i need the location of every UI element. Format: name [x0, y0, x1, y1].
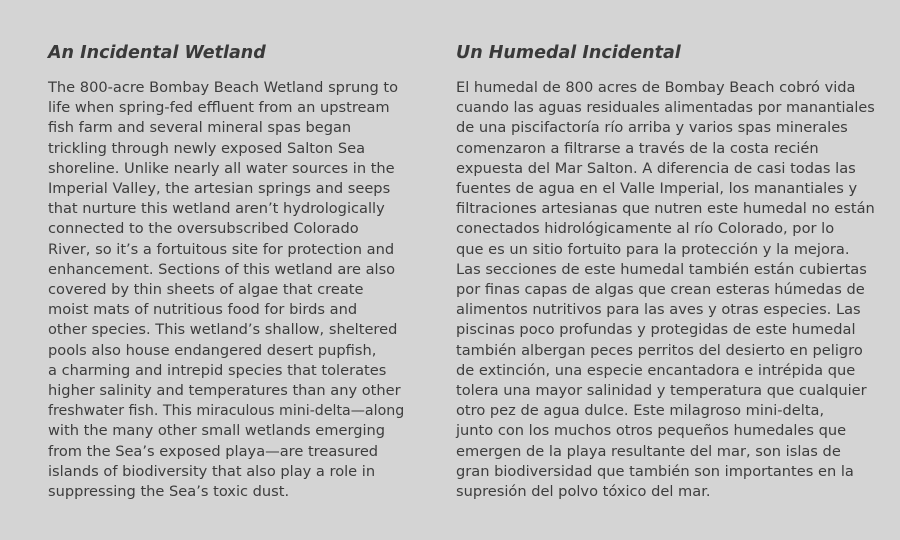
spanish-body [456, 78, 876, 502]
spanish-body-line: filtraciones artesianas que nutren este humedal no están [456, 200, 875, 218]
english-body-line: freshwater fish. This miraculous mini-delta—along [48, 403, 405, 420]
spanish-body-line: Las secciones de este humedal también están cubiertas [456, 260, 867, 278]
spanish-body-line: de una piscifactoría río arriba y varios spas minerales [456, 119, 848, 137]
spanish-body-line: tolera una mayor salinidad y temperatura que cualquier [456, 382, 867, 400]
english-body-line: that nurture this wetland aren’t hydrologically [48, 200, 385, 218]
english-body-line: The 800-acre Bombay Beach Wetland sprung to [48, 79, 398, 96]
spanish-body-line: piscinas poco profundas y protegidas de este humedal [456, 321, 856, 339]
english-body-line: moist mats of nutritious food for birds and [48, 301, 358, 319]
english-body-line: suppressing the Sea’s toxic dust. [48, 483, 290, 501]
english-body-line: connected to the oversubscribed Colorado [48, 220, 359, 238]
spanish-body-line: junto con los muchos otros pequeños humedales que [456, 422, 847, 440]
spanish-body-line: de extinción, una especie encantadora e intrépida que [456, 361, 856, 379]
english-body-line: higher salinity and temperatures than any other [48, 382, 401, 400]
english-column [48, 42, 408, 502]
english-body-line: islands of biodiversity that also play a role in [48, 462, 376, 480]
spanish-body-line: por finas capas de algas que crean esteras húmedas de [456, 281, 865, 299]
english-body-line: pools also house endangered desert pupfish, [48, 341, 377, 359]
spanish-body-line: El humedal de 800 acres de Bombay Beach cobró vida [456, 79, 856, 96]
spanish-body-line: fuentes de agua en el Valle Imperial, los manantiales y [456, 180, 858, 198]
english-body-line: fish farm and several mineral spas began [48, 119, 352, 137]
english-body [48, 78, 408, 502]
english-body-line: trickling through newly exposed Salton Sea [48, 139, 366, 157]
spanish-body-line: que es un sitio fortuito para la protección y la mejora. [456, 240, 850, 258]
english-body-line: life when spring-fed effluent from an upstream [48, 99, 390, 117]
spanish-body-line: alimentos nutritivos para las aves y otras especies. Las [456, 301, 861, 319]
english-body-line: River, so it’s a fortuitous site for protection and [48, 240, 395, 258]
english-body-line: shoreline. Unlike nearly all water sources in the [48, 159, 395, 177]
spanish-heading: Un Humedal Incidental [456, 43, 681, 63]
spanish-body-line: otro pez de agua dulce. Este milagroso mini-delta, [456, 402, 825, 420]
english-body-line: covered by thin sheets of algae that create [48, 281, 364, 299]
spanish-body-line: gran biodiversidad que también son importantes en la [456, 462, 854, 480]
spanish-body-line: comenzaron a filtrarse a través de la costa recién [456, 139, 819, 157]
english-body-line: with the many other small wetlands emerging [48, 422, 386, 440]
english-body-line: a charming and intrepid species that tolerates [48, 361, 387, 379]
spanish-body-line: también albergan peces perritos del desierto en peligro [456, 341, 863, 359]
english-body-line: enhancement. Sections of this wetland are also [48, 260, 396, 278]
spanish-body-line: supresión del polvo tóxico del mar. [456, 483, 711, 501]
spanish-body-line: expuesta del Mar Salton. A diferencia de casi todas las [456, 159, 856, 177]
english-body-line: from the Sea’s exposed playa—are treasured [48, 442, 379, 460]
spanish-body-line: cuando las aguas residuales alimentadas por manantiales [456, 100, 875, 117]
spanish-body-line: conectados hidrológicamente al río Colorado, por lo [456, 220, 835, 238]
english-heading: An Incidental Wetland [48, 43, 266, 63]
english-body-line: Imperial Valley, the artesian springs and seeps [48, 180, 391, 198]
spanish-column [456, 42, 876, 502]
spanish-body-line: emergen de la playa resultante del mar, son islas de [456, 442, 841, 460]
english-body-line: other species. This wetland’s shallow, sheltered [48, 321, 398, 339]
